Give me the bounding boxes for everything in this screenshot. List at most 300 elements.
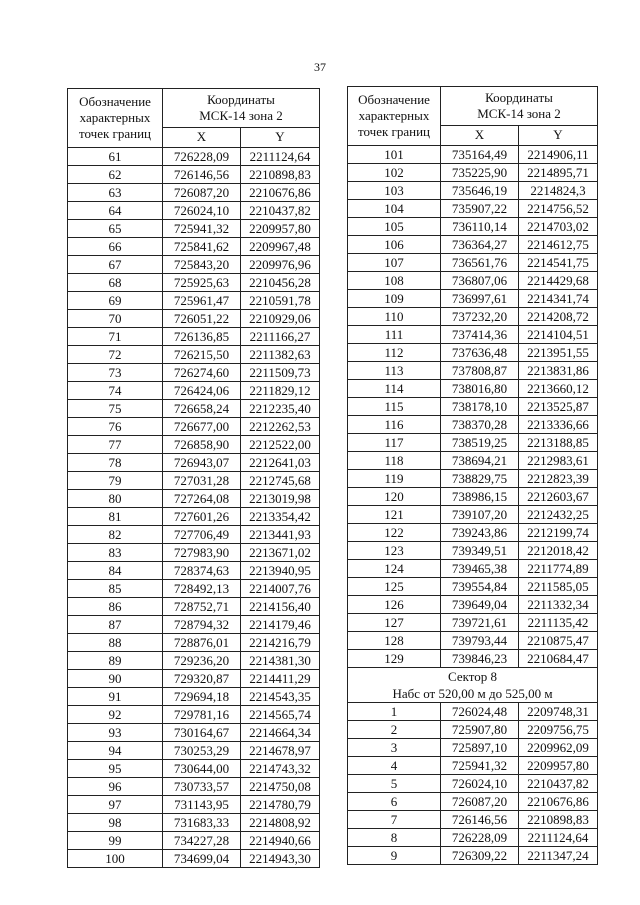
table-row <box>68 184 320 202</box>
y-coordinate-cell: 2210898,83 <box>519 811 598 829</box>
y-coordinate-cell: 2214565,74 <box>241 706 320 724</box>
coordinate-system: МСК-14 зона 2 <box>477 105 561 121</box>
y-coordinate-cell: 2214895,71 <box>519 164 598 182</box>
point-number-cell: 86 <box>68 598 163 616</box>
point-number-cell: 69 <box>68 292 163 310</box>
point-number-cell: 63 <box>68 184 163 202</box>
table-row <box>68 670 320 688</box>
point-number-cell: 8 <box>348 829 441 847</box>
table-row <box>68 274 320 292</box>
y-coordinate-cell: 2214179,46 <box>241 616 320 634</box>
y-coordinate-cell: 2211166,27 <box>241 328 320 346</box>
y-coordinate-cell: 2214216,79 <box>241 634 320 652</box>
table-row <box>348 506 598 524</box>
point-number-cell: 74 <box>68 382 163 400</box>
table-row <box>68 436 320 454</box>
point-number-cell: 87 <box>68 616 163 634</box>
x-coordinate-cell: 726943,07 <box>163 454 241 472</box>
table-row <box>348 757 598 775</box>
table-row <box>68 526 320 544</box>
table-row <box>68 562 320 580</box>
table-row <box>68 742 320 760</box>
x-coordinate-cell: 739649,04 <box>441 596 519 614</box>
x-coordinate-cell: 728794,32 <box>163 616 241 634</box>
point-number-cell: 72 <box>68 346 163 364</box>
x-coordinate-cell: 727031,28 <box>163 472 241 490</box>
y-coordinate-cell: 2213940,95 <box>241 562 320 580</box>
x-column-header: X <box>163 127 241 147</box>
table-row <box>348 398 598 416</box>
x-coordinate-cell: 738370,28 <box>441 416 519 434</box>
coordinates-table-left <box>67 88 320 868</box>
point-number-cell: 5 <box>348 775 441 793</box>
table-row <box>348 542 598 560</box>
y-coordinate-cell: 2213831,86 <box>519 362 598 380</box>
x-coordinate-cell: 726424,06 <box>163 382 241 400</box>
table-row <box>348 164 598 182</box>
y-coordinate-cell: 2212522,00 <box>241 436 320 454</box>
table-row <box>68 220 320 238</box>
x-coordinate-cell: 731683,33 <box>163 814 241 832</box>
x-coordinate-cell: 726858,90 <box>163 436 241 454</box>
point-number-cell: 119 <box>348 470 441 488</box>
table-row <box>348 739 598 757</box>
point-number-cell: 111 <box>348 326 441 344</box>
table-row <box>348 721 598 739</box>
x-coordinate-cell: 738178,10 <box>441 398 519 416</box>
y-coordinate-cell: 2214780,79 <box>241 796 320 814</box>
point-number-cell: 112 <box>348 344 441 362</box>
table-row <box>348 200 598 218</box>
sector-section <box>348 668 598 703</box>
y-coordinate-cell: 2213019,98 <box>241 490 320 508</box>
point-number-cell: 68 <box>68 274 163 292</box>
y-coordinate-cell: 2214381,30 <box>241 652 320 670</box>
table-row <box>68 634 320 652</box>
x-coordinate-cell: 725941,32 <box>441 757 519 775</box>
y-coordinate-cell: 2212018,42 <box>519 542 598 560</box>
point-number-cell: 117 <box>348 434 441 452</box>
x-coordinate-cell: 739846,23 <box>441 650 519 668</box>
y-coordinate-cell: 2210929,06 <box>241 310 320 328</box>
y-coordinate-cell: 2210676,86 <box>241 184 320 202</box>
point-number-cell: 93 <box>68 724 163 742</box>
y-coordinate-cell: 2214678,97 <box>241 742 320 760</box>
x-coordinate-cell: 728492,13 <box>163 580 241 598</box>
coordinates-header <box>163 89 320 128</box>
point-number-cell: 129 <box>348 650 441 668</box>
point-number-cell: 71 <box>68 328 163 346</box>
x-coordinate-cell: 725941,32 <box>163 220 241 238</box>
x-coordinate-cell: 736364,27 <box>441 236 519 254</box>
point-number-cell: 120 <box>348 488 441 506</box>
y-coordinate-cell: 2210591,78 <box>241 292 320 310</box>
x-coordinate-cell: 729236,20 <box>163 652 241 670</box>
x-coordinate-cell: 726087,20 <box>441 793 519 811</box>
x-coordinate-cell: 725897,10 <box>441 739 519 757</box>
x-coordinate-cell: 739554,84 <box>441 578 519 596</box>
x-coordinate-cell: 726136,85 <box>163 328 241 346</box>
table-row <box>68 148 320 166</box>
table-row <box>68 400 320 418</box>
x-coordinate-cell: 735907,22 <box>441 200 519 218</box>
x-coordinate-cell: 737636,48 <box>441 344 519 362</box>
y-coordinate-cell: 2214612,75 <box>519 236 598 254</box>
point-number-cell: 78 <box>68 454 163 472</box>
table-row <box>348 272 598 290</box>
table-row <box>348 488 598 506</box>
x-coordinate-cell: 738829,75 <box>441 470 519 488</box>
point-number-cell: 65 <box>68 220 163 238</box>
y-coordinate-cell: 2209967,48 <box>241 238 320 256</box>
x-coordinate-cell: 734227,28 <box>163 832 241 850</box>
point-number-cell: 62 <box>68 166 163 184</box>
y-coordinate-cell: 2211829,12 <box>241 382 320 400</box>
table-row <box>68 598 320 616</box>
x-coordinate-cell: 725925,63 <box>163 274 241 292</box>
table-row <box>68 346 320 364</box>
x-coordinate-cell: 737808,87 <box>441 362 519 380</box>
point-number-cell: 128 <box>348 632 441 650</box>
y-coordinate-cell: 2211509,73 <box>241 364 320 382</box>
y-coordinate-cell: 2209976,96 <box>241 256 320 274</box>
x-coordinate-cell: 727706,49 <box>163 526 241 544</box>
x-coordinate-cell: 727264,08 <box>163 490 241 508</box>
table-row <box>348 829 598 847</box>
point-number-cell: 77 <box>68 436 163 454</box>
table-row <box>68 616 320 634</box>
table-row <box>68 328 320 346</box>
table-row <box>68 760 320 778</box>
y-coordinate-cell: 2214906,11 <box>519 146 598 164</box>
x-coordinate-cell: 739243,86 <box>441 524 519 542</box>
table-row <box>348 218 598 236</box>
x-coordinate-cell: 729320,87 <box>163 670 241 688</box>
table-row <box>348 650 598 668</box>
y-coordinate-cell: 2214743,32 <box>241 760 320 778</box>
coordinates-title: Координаты <box>207 91 275 107</box>
table-row <box>68 490 320 508</box>
y-coordinate-cell: 2214943,30 <box>241 850 320 868</box>
table-row <box>348 416 598 434</box>
x-coordinate-cell: 729694,18 <box>163 688 241 706</box>
y-coordinate-cell: 2213354,42 <box>241 508 320 526</box>
y-coordinate-cell: 2213336,66 <box>519 416 598 434</box>
point-number-cell: 67 <box>68 256 163 274</box>
point-number-cell: 108 <box>348 272 441 290</box>
point-number-cell: 7 <box>348 811 441 829</box>
table-row <box>348 560 598 578</box>
x-coordinate-cell: 726274,60 <box>163 364 241 382</box>
point-number-cell: 90 <box>68 670 163 688</box>
x-coordinate-cell: 731143,95 <box>163 796 241 814</box>
point-number-cell: 115 <box>348 398 441 416</box>
point-number-cell: 81 <box>68 508 163 526</box>
y-coordinate-cell: 2211382,63 <box>241 346 320 364</box>
x-coordinate-cell: 728752,71 <box>163 598 241 616</box>
designation-header: Обозначение характерных точек границ <box>348 87 441 146</box>
table-row <box>68 202 320 220</box>
table-row <box>348 775 598 793</box>
y-coordinate-cell: 2213441,93 <box>241 526 320 544</box>
x-coordinate-cell: 730253,29 <box>163 742 241 760</box>
table-row <box>68 508 320 526</box>
point-number-cell: 92 <box>68 706 163 724</box>
y-coordinate-cell: 2214664,34 <box>241 724 320 742</box>
point-number-cell: 113 <box>348 362 441 380</box>
x-coordinate-cell: 738986,15 <box>441 488 519 506</box>
table-row <box>348 182 598 200</box>
x-coordinate-cell: 739721,61 <box>441 614 519 632</box>
y-coordinate-cell: 2213188,85 <box>519 434 598 452</box>
x-coordinate-cell: 726215,50 <box>163 346 241 364</box>
point-number-cell: 103 <box>348 182 441 200</box>
table-row <box>348 308 598 326</box>
table-row <box>68 454 320 472</box>
y-coordinate-cell: 2209748,31 <box>519 703 598 721</box>
point-number-cell: 122 <box>348 524 441 542</box>
point-number-cell: 127 <box>348 614 441 632</box>
point-number-cell: 107 <box>348 254 441 272</box>
y-coordinate-cell: 2214156,40 <box>241 598 320 616</box>
x-coordinate-cell: 736997,61 <box>441 290 519 308</box>
y-coordinate-cell: 2211347,24 <box>519 847 598 865</box>
point-number-cell: 110 <box>348 308 441 326</box>
point-number-cell: 106 <box>348 236 441 254</box>
coordinates-table-right <box>347 86 598 865</box>
table-row <box>68 418 320 436</box>
y-coordinate-cell: 2212641,03 <box>241 454 320 472</box>
x-coordinate-cell: 730644,00 <box>163 760 241 778</box>
point-number-cell: 99 <box>68 832 163 850</box>
x-coordinate-cell: 726146,56 <box>441 811 519 829</box>
x-coordinate-cell: 739793,44 <box>441 632 519 650</box>
y-coordinate-cell: 2210437,82 <box>519 775 598 793</box>
point-number-cell: 6 <box>348 793 441 811</box>
point-number-cell: 101 <box>348 146 441 164</box>
y-coordinate-cell: 2214703,02 <box>519 218 598 236</box>
x-coordinate-cell: 725907,80 <box>441 721 519 739</box>
table-row <box>348 146 598 164</box>
table-row <box>348 434 598 452</box>
y-coordinate-cell: 2210875,47 <box>519 632 598 650</box>
table-row <box>348 470 598 488</box>
x-coordinate-cell: 728876,01 <box>163 634 241 652</box>
point-number-cell: 123 <box>348 542 441 560</box>
y-coordinate-cell: 2212235,40 <box>241 400 320 418</box>
table-row <box>68 724 320 742</box>
right-table-body <box>348 146 598 668</box>
x-coordinate-cell: 739107,20 <box>441 506 519 524</box>
table-row <box>348 847 598 865</box>
point-number-cell: 95 <box>68 760 163 778</box>
x-coordinate-cell: 726677,00 <box>163 418 241 436</box>
point-number-cell: 100 <box>68 850 163 868</box>
point-number-cell: 118 <box>348 452 441 470</box>
y-coordinate-cell: 2213951,55 <box>519 344 598 362</box>
table-row <box>348 578 598 596</box>
y-coordinate-cell: 2210898,83 <box>241 166 320 184</box>
y-coordinate-cell: 2214411,29 <box>241 670 320 688</box>
point-number-cell: 89 <box>68 652 163 670</box>
x-coordinate-cell: 735646,19 <box>441 182 519 200</box>
page-number: 37 <box>314 60 326 74</box>
table-row <box>348 452 598 470</box>
table-row <box>68 382 320 400</box>
point-number-cell: 79 <box>68 472 163 490</box>
point-number-cell: 91 <box>68 688 163 706</box>
sector-table-body <box>348 703 598 865</box>
x-coordinate-cell: 738016,80 <box>441 380 519 398</box>
sector-title: Сектор 8 <box>348 668 598 686</box>
point-number-cell: 124 <box>348 560 441 578</box>
point-number-cell: 73 <box>68 364 163 382</box>
table-row <box>348 811 598 829</box>
y-coordinate-cell: 2214750,08 <box>241 778 320 796</box>
coordinates-header <box>441 87 598 126</box>
x-coordinate-cell: 726087,20 <box>163 184 241 202</box>
point-number-cell: 105 <box>348 218 441 236</box>
x-coordinate-cell: 729781,16 <box>163 706 241 724</box>
y-coordinate-cell: 2211135,42 <box>519 614 598 632</box>
y-coordinate-cell: 2210684,47 <box>519 650 598 668</box>
x-coordinate-cell: 727601,26 <box>163 508 241 526</box>
y-coordinate-cell: 2213671,02 <box>241 544 320 562</box>
y-coordinate-cell: 2211332,34 <box>519 596 598 614</box>
y-coordinate-cell: 2209962,09 <box>519 739 598 757</box>
point-number-cell: 83 <box>68 544 163 562</box>
y-coordinate-cell: 2214208,72 <box>519 308 598 326</box>
x-coordinate-cell: 726024,10 <box>163 202 241 220</box>
point-number-cell: 3 <box>348 739 441 757</box>
x-coordinate-cell: 726024,10 <box>441 775 519 793</box>
table-row <box>68 292 320 310</box>
point-number-cell: 96 <box>68 778 163 796</box>
x-coordinate-cell: 735164,49 <box>441 146 519 164</box>
y-coordinate-cell: 2212745,68 <box>241 472 320 490</box>
y-coordinate-cell: 2210676,86 <box>519 793 598 811</box>
point-number-cell: 125 <box>348 578 441 596</box>
table-row <box>348 236 598 254</box>
table-row <box>348 344 598 362</box>
y-coordinate-cell: 2214104,51 <box>519 326 598 344</box>
point-number-cell: 84 <box>68 562 163 580</box>
coordinates-title: Координаты <box>485 89 553 105</box>
point-number-cell: 66 <box>68 238 163 256</box>
table-row <box>68 472 320 490</box>
point-number-cell: 76 <box>68 418 163 436</box>
point-number-cell: 102 <box>348 164 441 182</box>
y-coordinate-cell: 2210456,28 <box>241 274 320 292</box>
point-number-cell: 70 <box>68 310 163 328</box>
y-coordinate-cell: 2212983,61 <box>519 452 598 470</box>
y-coordinate-cell: 2211124,64 <box>519 829 598 847</box>
point-number-cell: 104 <box>348 200 441 218</box>
point-number-cell: 85 <box>68 580 163 598</box>
left-table-body <box>68 148 320 868</box>
y-coordinate-cell: 2214007,76 <box>241 580 320 598</box>
table-row <box>348 614 598 632</box>
x-coordinate-cell: 726309,22 <box>441 847 519 865</box>
table-row <box>348 632 598 650</box>
table-row <box>348 326 598 344</box>
table-row <box>68 796 320 814</box>
table-row <box>68 310 320 328</box>
y-coordinate-cell: 2209957,80 <box>519 757 598 775</box>
point-number-cell: 4 <box>348 757 441 775</box>
designation-header: Обозначение характерных точек границ <box>68 89 163 148</box>
point-number-cell: 94 <box>68 742 163 760</box>
x-coordinate-cell: 734699,04 <box>163 850 241 868</box>
point-number-cell: 88 <box>68 634 163 652</box>
table-row <box>68 238 320 256</box>
y-column-header: Y <box>519 125 598 145</box>
table-row <box>348 362 598 380</box>
y-coordinate-cell: 2212823,39 <box>519 470 598 488</box>
x-coordinate-cell: 737232,20 <box>441 308 519 326</box>
point-number-cell: 1 <box>348 703 441 721</box>
y-coordinate-cell: 2212199,74 <box>519 524 598 542</box>
y-coordinate-cell: 2214341,74 <box>519 290 598 308</box>
y-coordinate-cell: 2213660,12 <box>519 380 598 398</box>
table-row <box>68 688 320 706</box>
x-coordinate-cell: 730733,57 <box>163 778 241 796</box>
table-row <box>348 290 598 308</box>
sector-subtitle: Набс от 520,00 м до 525,00 м <box>348 685 598 703</box>
point-number-cell: 116 <box>348 416 441 434</box>
y-coordinate-cell: 2213525,87 <box>519 398 598 416</box>
x-coordinate-cell: 736561,76 <box>441 254 519 272</box>
y-coordinate-cell: 2211124,64 <box>241 148 320 166</box>
table-row <box>68 166 320 184</box>
table-row <box>348 596 598 614</box>
x-coordinate-cell: 725843,20 <box>163 256 241 274</box>
point-number-cell: 121 <box>348 506 441 524</box>
coordinate-system: МСК-14 зона 2 <box>199 107 283 123</box>
y-coordinate-cell: 2214824,3 <box>519 182 598 200</box>
table-row <box>68 778 320 796</box>
x-coordinate-cell: 738519,25 <box>441 434 519 452</box>
table-row <box>348 703 598 721</box>
x-coordinate-cell: 726146,56 <box>163 166 241 184</box>
x-coordinate-cell: 736110,14 <box>441 218 519 236</box>
x-coordinate-cell: 726051,22 <box>163 310 241 328</box>
y-coordinate-cell: 2214543,35 <box>241 688 320 706</box>
x-coordinate-cell: 737414,36 <box>441 326 519 344</box>
point-number-cell: 75 <box>68 400 163 418</box>
y-coordinate-cell: 2209756,75 <box>519 721 598 739</box>
y-coordinate-cell: 2214808,92 <box>241 814 320 832</box>
table-row <box>68 814 320 832</box>
y-coordinate-cell: 2212262,53 <box>241 418 320 436</box>
x-coordinate-cell: 726658,24 <box>163 400 241 418</box>
table-row <box>68 832 320 850</box>
point-number-cell: 97 <box>68 796 163 814</box>
point-number-cell: 98 <box>68 814 163 832</box>
point-number-cell: 9 <box>348 847 441 865</box>
x-coordinate-cell: 726228,09 <box>163 148 241 166</box>
point-number-cell: 80 <box>68 490 163 508</box>
point-number-cell: 2 <box>348 721 441 739</box>
point-number-cell: 82 <box>68 526 163 544</box>
point-number-cell: 61 <box>68 148 163 166</box>
y-coordinate-cell: 2210437,82 <box>241 202 320 220</box>
table-row <box>68 364 320 382</box>
x-coordinate-cell: 725961,47 <box>163 292 241 310</box>
point-number-cell: 114 <box>348 380 441 398</box>
y-coordinate-cell: 2211585,05 <box>519 578 598 596</box>
table-row <box>68 652 320 670</box>
